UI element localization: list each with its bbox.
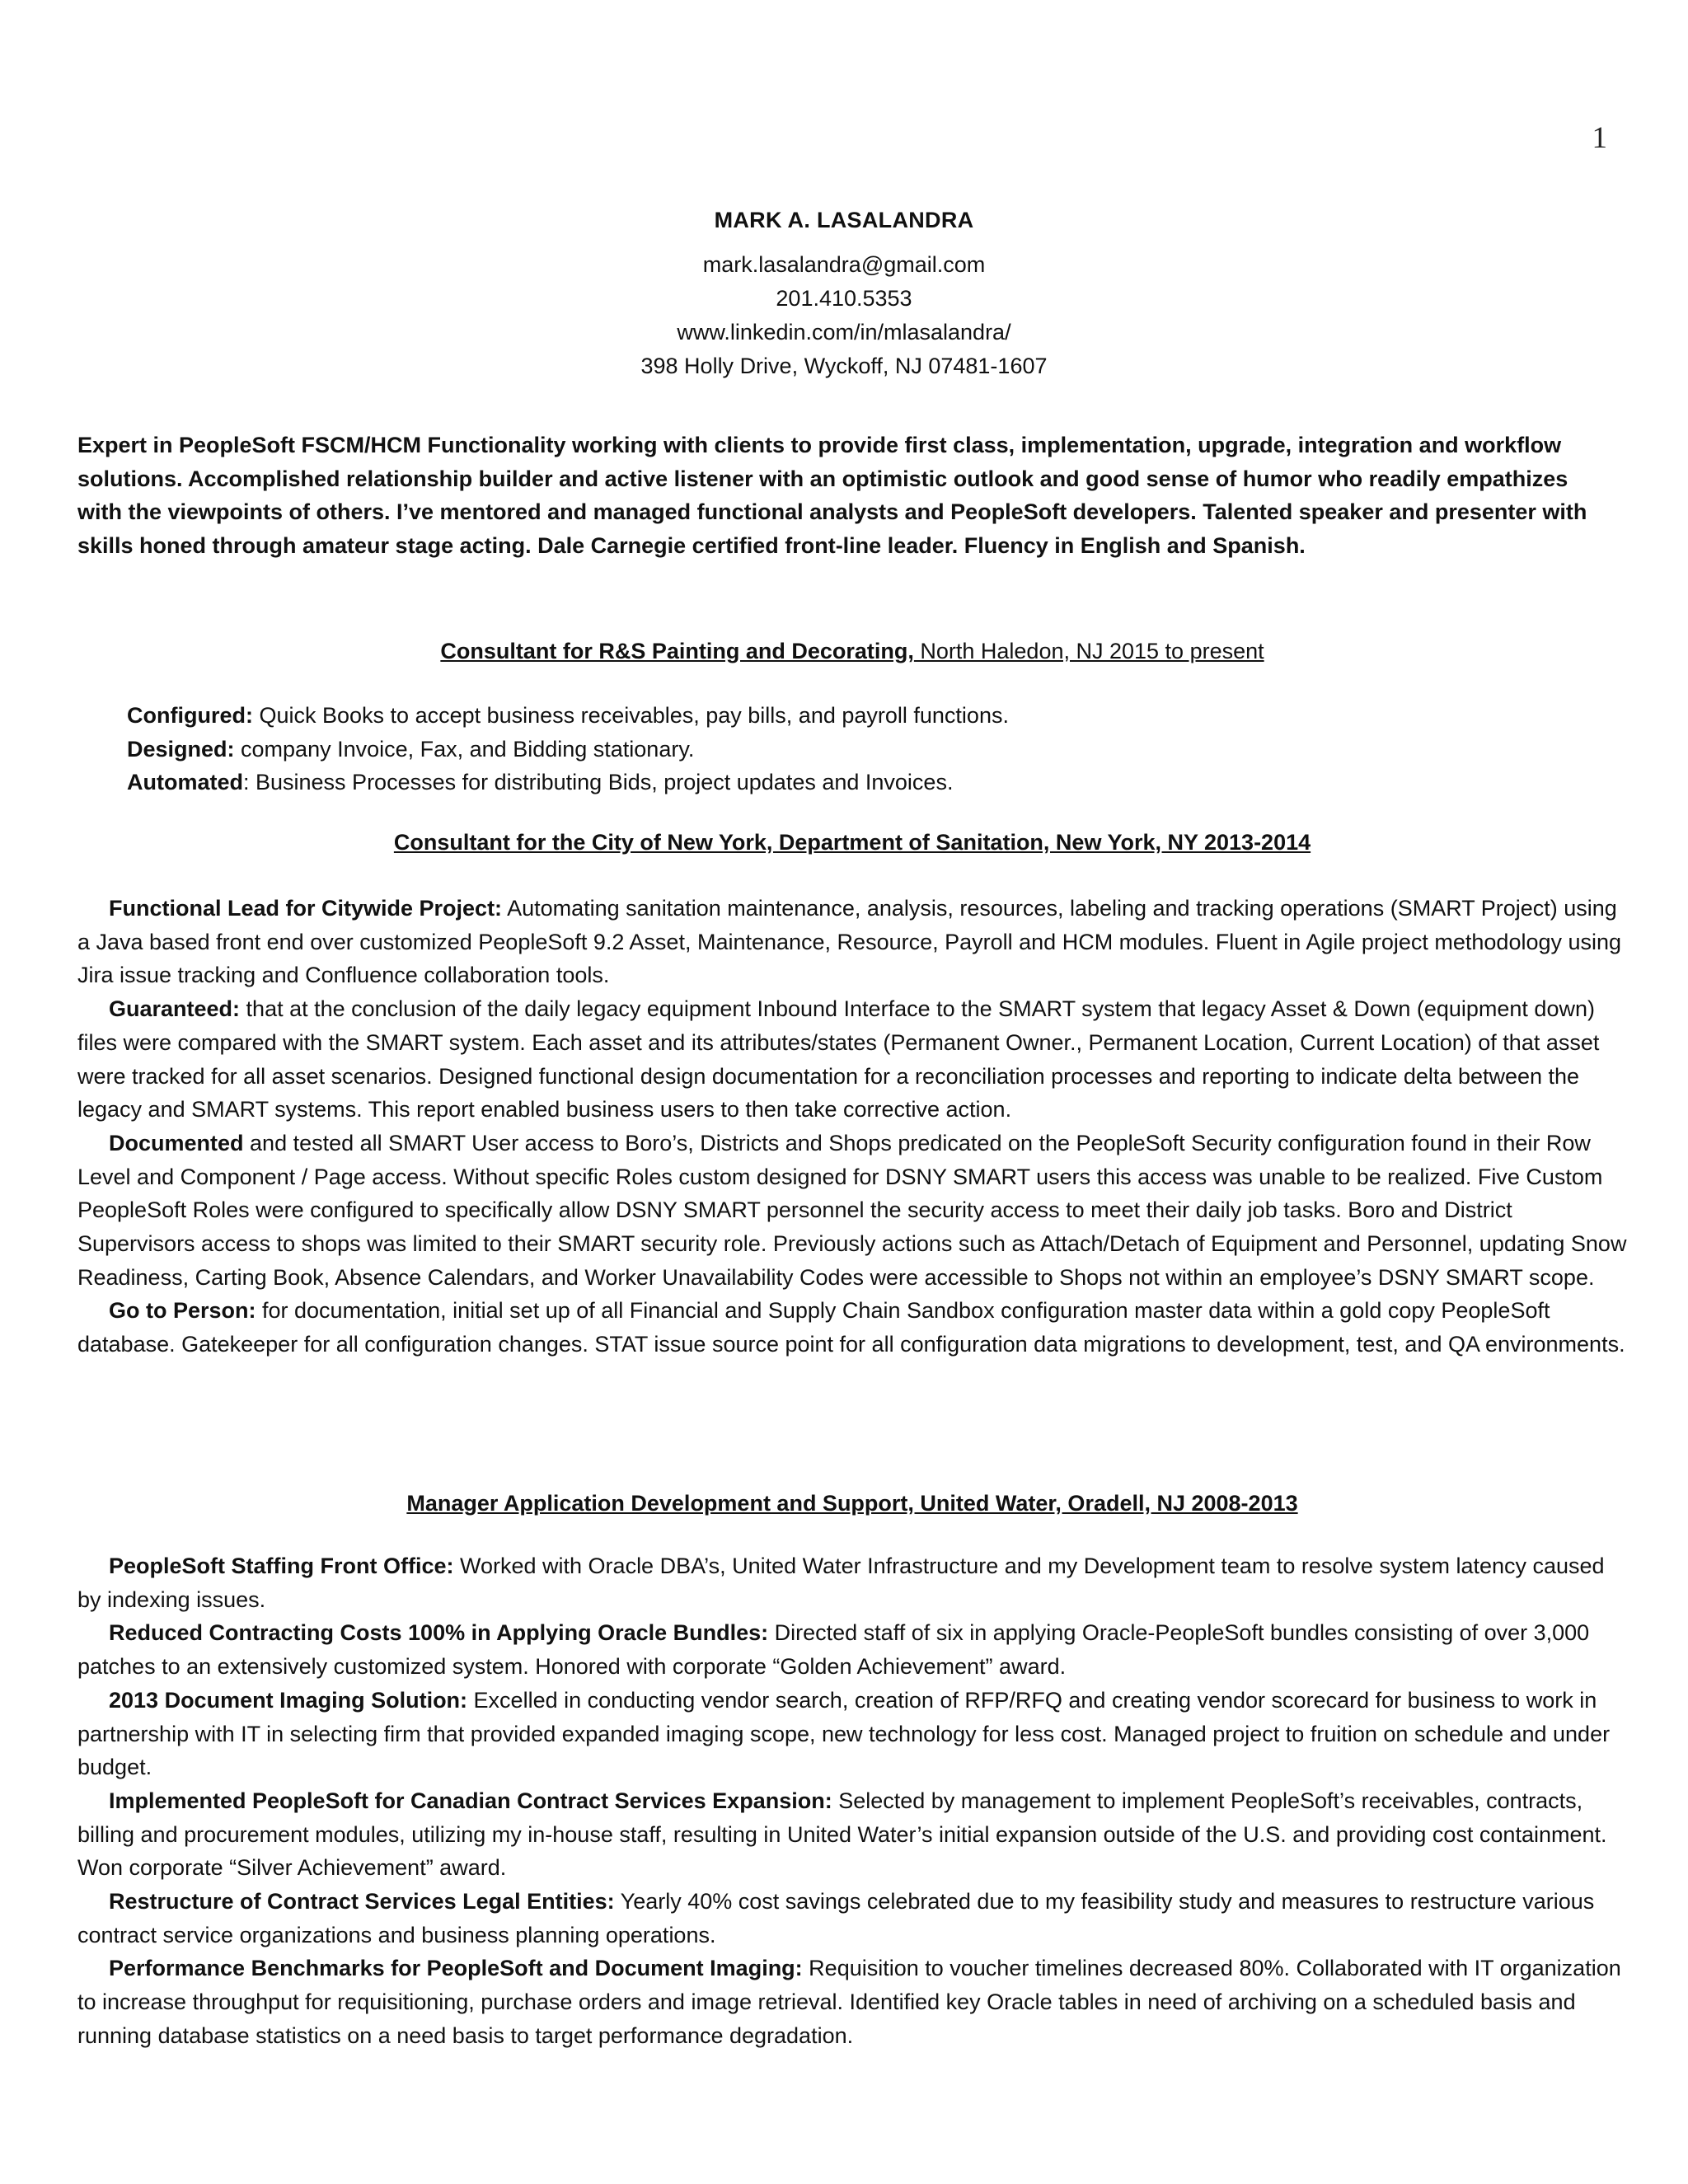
job-title (77, 635, 1627, 668)
job-duties-list (77, 699, 1627, 799)
job-duty-item (77, 733, 1627, 766)
job-duty-paragraph (77, 1127, 1627, 1295)
job-duty-paragraph (77, 892, 1627, 992)
job-title-employer: Consultant for R&S Painting and Decorating, (440, 639, 914, 663)
job-duty-paragraph (77, 992, 1627, 1127)
job-title-location-dates: North Haledon, NJ 2015 to present (913, 639, 1264, 663)
page-number: 1 (1592, 121, 1607, 155)
job-duty-item (77, 699, 1627, 733)
duty-text: company Invoice, Fax, and Bidding stationary. (234, 736, 695, 762)
job-duty-paragraph (77, 1294, 1627, 1361)
job-duties-block (77, 892, 1627, 1361)
duty-label: PeopleSoft Staffing Front Office: (109, 1554, 454, 1578)
duty-text: Selected by management to implement PeopleSoft’s receivables, contracts, billing and procurement modules, utilizing my in-house staff, resulting in United Water’s initial expansion outside of the U.S. and providing cost containment. Won corporate “Silver Achievement” award. (77, 1788, 1607, 1881)
duty-text: Directed staff of six in applying Oracle-PeopleSoft bundles consisting of over 3,000 patches to an extensively customized system. Honored with corporate “Golden Achievement” award. (77, 1620, 1590, 1680)
job-duty-paragraph (77, 1616, 1627, 1683)
duty-text: Quick Books to accept business receivables, pay bills, and payroll functions. (252, 703, 1009, 728)
job-duty-paragraph (77, 1784, 1627, 1885)
duty-text: Worked with Oracle DBA’s, United Water Infrastructure and my Development team to resolve system latency caused by indexing issues. (77, 1554, 1605, 1612)
job-title-employer: Consultant for the City of New York, Department of Sanitation, New York, NY 2013-2014 (393, 830, 1311, 855)
duty-label: Guaranteed: (109, 996, 241, 1022)
duty-label: Go to Person: (109, 1298, 256, 1324)
duty-text: and tested all SMART User access to Boro’s, Districts and Shops predicated on the PeopleSoft Security configuration found in their Row Level and Component / Page access. Without specific Roles custom designed for DSNY SMART users this access was unable to be realized. Five Custom PeopleSoft Roles were configured to specifically allow DSNY SMART personnel the security access to meet their daily job tasks. Boro and District Supervisors access to shops was limited to their SMART security role. Previously actions such as Attach/Detach of Equipment and Personnel, updating Snow Readiness, Carting Book, Absence Calendars, and Worker Unavailability Codes were accessible to Shops not within an employee’s DSNY SMART scope. (77, 1130, 1627, 1290)
linkedin-url[interactable]: www.linkedin.com/in/mlasalandra/ (677, 320, 1011, 344)
duty-label: Configured: (127, 703, 253, 728)
job-duty-paragraph (77, 1885, 1627, 1952)
duty-label: Functional Lead for Citywide Project: (109, 896, 503, 921)
duty-label: Restructure of Contract Services Legal Entities: (109, 1889, 615, 1915)
resume-header (0, 208, 1688, 383)
job-section-nyc-sanitation (77, 826, 1627, 1361)
duty-text: that at the conclusion of the daily legacy equipment Inbound Interface to the SMART system that legacy Asset & Down (equipment down) files were compared with the SMART system. Each asset and its attributes/states (Permanent Owner., Permanent Location, Current Location) of that asset were tracked for all asset scenarios. Designed functional design documentation for a reconciliation processes and reporting to indicate delta between the legacy and SMART systems. This report enabled business users to then take corrective action. (77, 996, 1600, 1122)
phone-number: 201.410.5353 (776, 286, 912, 311)
job-title (77, 1487, 1627, 1520)
duty-text: Yearly 40% cost savings celebrated due to my feasibility study and measures to restructure various contract service organizations and business planning operations. (77, 1889, 1595, 1947)
duty-label: Reduced Contracting Costs 100% in Applying Oracle Bundles: (109, 1620, 769, 1646)
duty-label: Documented (109, 1130, 244, 1155)
duty-label: Designed: (127, 736, 235, 762)
duty-label: 2013 Document Imaging Solution: (109, 1687, 468, 1713)
job-duty-paragraph (77, 1952, 1627, 2052)
job-section-united-water (77, 1487, 1627, 2053)
duty-label: Implemented PeopleSoft for Canadian Contract Services Expansion: (109, 1788, 832, 1813)
duty-text: Excelled in conducting vendor search, creation of RFP/RFQ and creating vendor scorecard for business to work in partnership with IT in selecting firm that provided expanded imaging scope, new technology for less cost. Managed project to fruition on schedule and under budget. (77, 1687, 1611, 1780)
duty-text: Automating sanitation maintenance, analysis, resources, labeling and tracking operations (SMART Project) using a Java based front end over customized PeopleSoft 9.2 Asset, Maintenance, Resource, Payroll and HCM modules. Fluent in Agile project methodology using Jira issue tracking and Confluence collaboration tools. (77, 896, 1622, 988)
duty-text: for documentation, initial set up of all Financial and Supply Chain Sandbox configuration master data within a gold copy PeopleSoft database. Gatekeeper for all configuration changes. STAT issue source point for all configuration data migrations to development, test, and QA environments. (77, 1298, 1625, 1357)
duty-label: Automated (127, 770, 243, 794)
job-duty-item (77, 766, 1627, 799)
duty-text: Requisition to voucher timelines decreased 80%. Collaborated with IT organization to increase throughput for requisitioning, purchase orders and image retrieval. Identified key Oracle tables in need of archiving on a scheduled basis and running database statistics on a need basis to target performance degradation. (77, 1956, 1621, 2048)
mailing-address: 398 Holly Drive, Wyckoff, NJ 07481-1607 (640, 354, 1048, 378)
duty-label: Performance Benchmarks for PeopleSoft and Document Imaging: (109, 1956, 803, 1981)
job-section-rs-painting (77, 635, 1627, 799)
job-duty-paragraph (77, 1549, 1627, 1616)
job-duties-block (77, 1549, 1627, 2053)
email-address[interactable]: mark.lasalandra@gmail.com (702, 252, 986, 277)
professional-summary: Expert in PeopleSoft FSCM/HCM Functionality working with clients to provide first class, implementation, upgrade, integration and workflow solutions. Accomplished relationship builder and active listener with an optimistic outlook and good sense of humor who readily empathizes with the viewpoints of others. I’ve mentored and managed functional analysts and PeopleSoft developers. Talented speaker and presenter with skills honed through amateur stage acting. Dale Carnegie certified front-line leader. Fluency in English and Spanish. (77, 433, 1587, 558)
job-title-employer: Manager Application Development and Support, United Water, Oradell, NJ 2008-2013 (406, 1491, 1298, 1516)
duty-text: : Business Processes for distributing Bids, project updates and Invoices. (243, 770, 954, 794)
job-title (77, 826, 1627, 859)
candidate-name: MARK A. LASALANDRA (714, 208, 974, 232)
job-duty-paragraph (77, 1684, 1627, 1784)
